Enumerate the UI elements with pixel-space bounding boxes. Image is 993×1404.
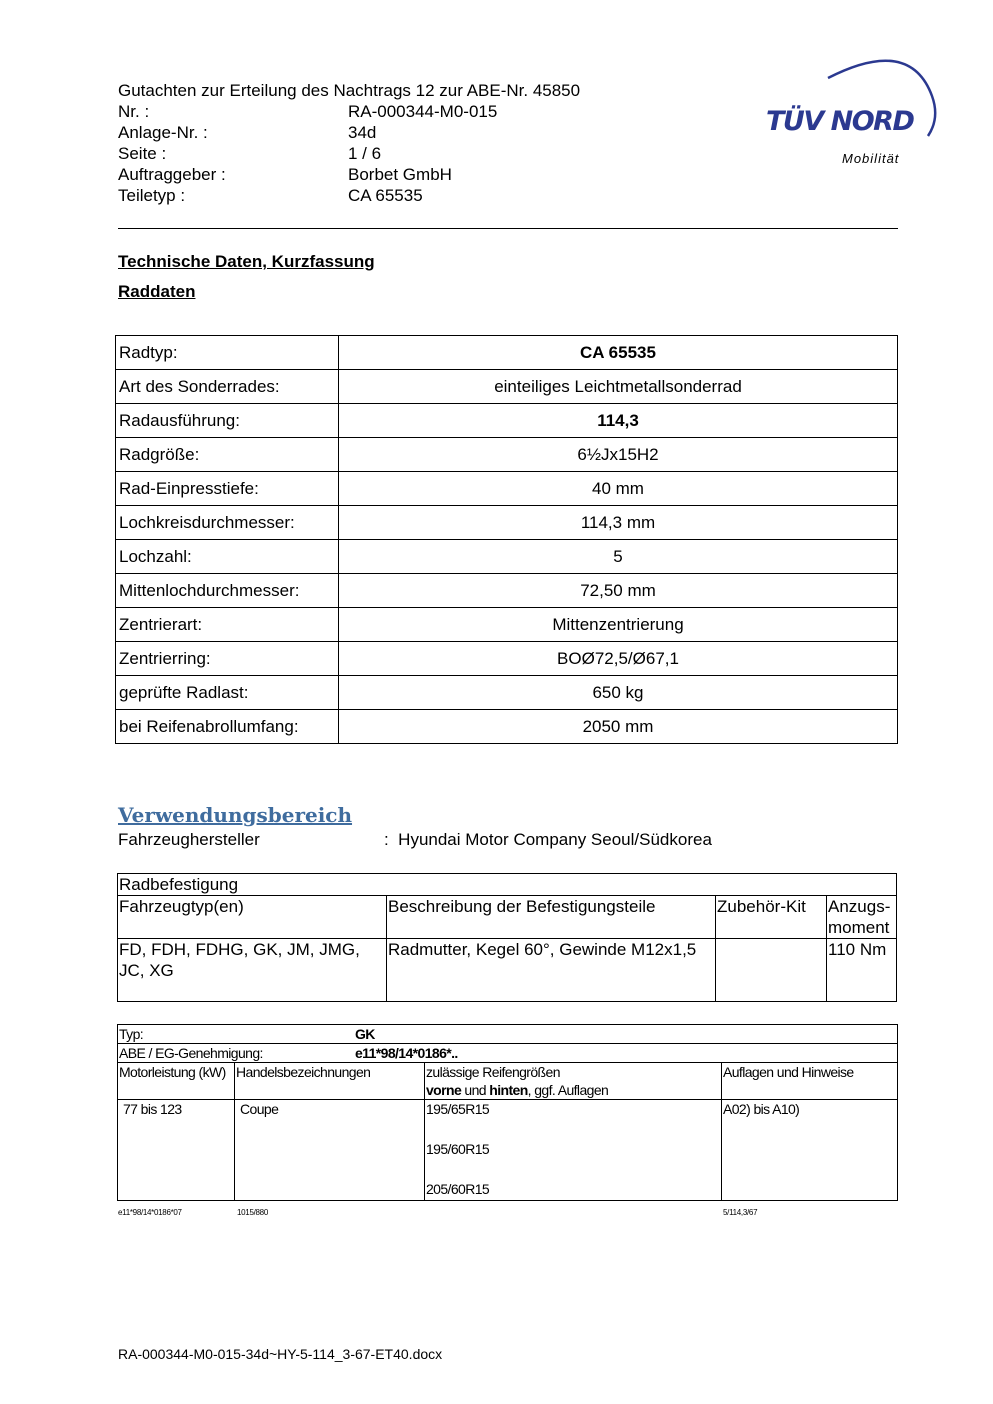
reifen-header-hinten: hinten — [489, 1082, 528, 1098]
table-row — [116, 336, 898, 370]
row-value: 72,50 mm — [339, 574, 898, 608]
field-value-seite: 1 / 6 — [348, 144, 382, 163]
reifen-header-und: und — [461, 1082, 490, 1098]
table-cell: 77 bis 123 — [118, 1100, 235, 1201]
row-value: 650 kg — [339, 676, 898, 710]
table-cell — [425, 1100, 722, 1201]
section-title: Technische Daten, Kurzfassung — [118, 252, 375, 271]
row-value: BOØ72,5/Ø67,1 — [339, 642, 898, 676]
document-title: Gutachten zur Erteilung des Nachtrags 12 zur ABE-Nr. 45850 — [118, 81, 581, 100]
radbefestigung-table — [117, 873, 897, 1002]
table-cell: A02) bis A10) — [722, 1100, 898, 1201]
table-row — [116, 642, 898, 676]
table-row — [116, 404, 898, 438]
table-cell: FD, FDH, FDHG, GK, JM, JMG, JC, XG — [118, 939, 387, 1002]
row-value: einteiliges Leichtmetallsonderrad — [339, 370, 898, 404]
table-cell: 110 Nm — [827, 939, 897, 1002]
column-header: Auflagen und Hinweise — [722, 1063, 898, 1100]
column-header: Fahrzeugtyp(en) — [118, 896, 387, 939]
manufacturer-label: Fahrzeughersteller — [118, 830, 260, 849]
field-label-teiletyp: Teiletyp : — [118, 186, 186, 205]
logo-brand-text: TÜV NORD — [766, 106, 914, 137]
typ-row — [118, 1025, 898, 1044]
table-row — [116, 608, 898, 642]
manufacturer-value: : Hyundai Motor Company Seoul/Südkorea — [384, 830, 712, 849]
logo-sub-text: Mobilität — [842, 151, 900, 166]
table-header-row — [118, 896, 897, 939]
header-divider — [118, 228, 898, 229]
footnote-pcd: 5/114,3/67 — [723, 1208, 758, 1217]
field-label-seite: Seite : — [118, 144, 167, 163]
row-key: Zentrierart: — [116, 608, 339, 642]
reifen-header-line2 — [426, 1081, 720, 1099]
row-value: 2050 mm — [339, 710, 898, 744]
table-row — [118, 874, 897, 896]
row-key: Radtyp: — [116, 336, 339, 370]
row-value: 5 — [339, 540, 898, 574]
footer-filename: RA-000344-M0-015-34d~HY-5-114_3-67-ET40.docx — [118, 1346, 443, 1362]
table-row — [118, 1025, 898, 1044]
table-row — [116, 540, 898, 574]
row-key: Zentrierring: — [116, 642, 339, 676]
column-header-text: Anzugs-moment — [828, 897, 891, 937]
row-value: 6½Jx15H2 — [339, 438, 898, 472]
column-header: Motorleistung (kW) — [118, 1063, 235, 1100]
row-value: Mittenzentrierung — [339, 608, 898, 642]
tire-size: 205/60R15 — [426, 1181, 490, 1197]
table-row — [118, 1044, 898, 1063]
field-value-auftraggeber: Borbet GmbH — [348, 165, 452, 184]
typ-label: Typ: — [119, 1026, 144, 1042]
abe-value: e11*98/14*0186*.. — [355, 1045, 458, 1061]
table-row — [116, 506, 898, 540]
table-cell — [716, 939, 827, 1002]
table-header-row — [118, 1063, 898, 1100]
reifen-header-auflagen: , ggf. Auflagen — [527, 1082, 609, 1098]
table-row — [118, 939, 897, 1002]
table-row — [118, 1100, 898, 1201]
row-key: Mittenlochdurchmesser: — [116, 574, 339, 608]
row-value: 114,3 mm — [339, 506, 898, 540]
field-value-anlage: 34d — [348, 123, 377, 142]
row-key: Lochkreisdurchmesser: — [116, 506, 339, 540]
field-label-nr: Nr. : — [118, 102, 150, 121]
field-value-nr: RA-000344-M0-015 — [348, 102, 498, 121]
table-row — [116, 438, 898, 472]
typ-table — [117, 1024, 898, 1201]
row-key: Rad-Einpresstiefe: — [116, 472, 339, 506]
abe-row — [118, 1044, 898, 1063]
section-subtitle: Raddaten — [118, 282, 196, 301]
abe-label: ABE / EG-Genehmigung: — [119, 1045, 263, 1061]
row-key: Radausführung: — [116, 404, 339, 438]
table-row — [116, 574, 898, 608]
table-cell: Coupe — [235, 1100, 425, 1201]
field-value-teiletyp: CA 65535 — [348, 186, 423, 205]
table-row — [116, 472, 898, 506]
row-key: Art des Sonderrades: — [116, 370, 339, 404]
row-key: Lochzahl: — [116, 540, 339, 574]
tuv-nord-logo — [760, 56, 940, 176]
footnote-code: 1015/880 — [237, 1208, 268, 1217]
table-row — [116, 710, 898, 744]
typ-value: GK — [355, 1026, 375, 1042]
tire-size: 195/65R15 — [426, 1101, 490, 1117]
column-header: Handelsbezeichnungen — [235, 1063, 425, 1100]
row-value: CA 65535 — [339, 336, 898, 370]
column-header: Zubehör-Kit — [716, 896, 827, 939]
row-key: geprüfte Radlast: — [116, 676, 339, 710]
table-row — [116, 676, 898, 710]
row-value: 40 mm — [339, 472, 898, 506]
table-title: Radbefestigung — [118, 874, 897, 896]
column-header — [425, 1063, 722, 1100]
verwendungsbereich-heading: Verwendungsbereich — [118, 803, 353, 827]
column-header — [827, 896, 897, 939]
table-cell: Radmutter, Kegel 60°, Gewinde M12x1,5 — [387, 939, 716, 1002]
field-label-anlage: Anlage-Nr. : — [118, 123, 208, 142]
column-header: Beschreibung der Befestigungsteile — [387, 896, 716, 939]
row-value: 114,3 — [339, 404, 898, 438]
footnote-abe: e11*98/14*0186*07 — [118, 1208, 182, 1217]
reifen-header-vorne: vorne — [426, 1082, 462, 1098]
raddaten-table — [115, 335, 898, 744]
reifen-header-line1: zulässige Reifengrößen — [426, 1064, 560, 1080]
table-row — [116, 370, 898, 404]
row-key: Radgröße: — [116, 438, 339, 472]
tire-size: 195/60R15 — [426, 1141, 490, 1157]
field-label-auftraggeber: Auftraggeber : — [118, 165, 226, 184]
row-key: bei Reifenabrollumfang: — [116, 710, 339, 744]
